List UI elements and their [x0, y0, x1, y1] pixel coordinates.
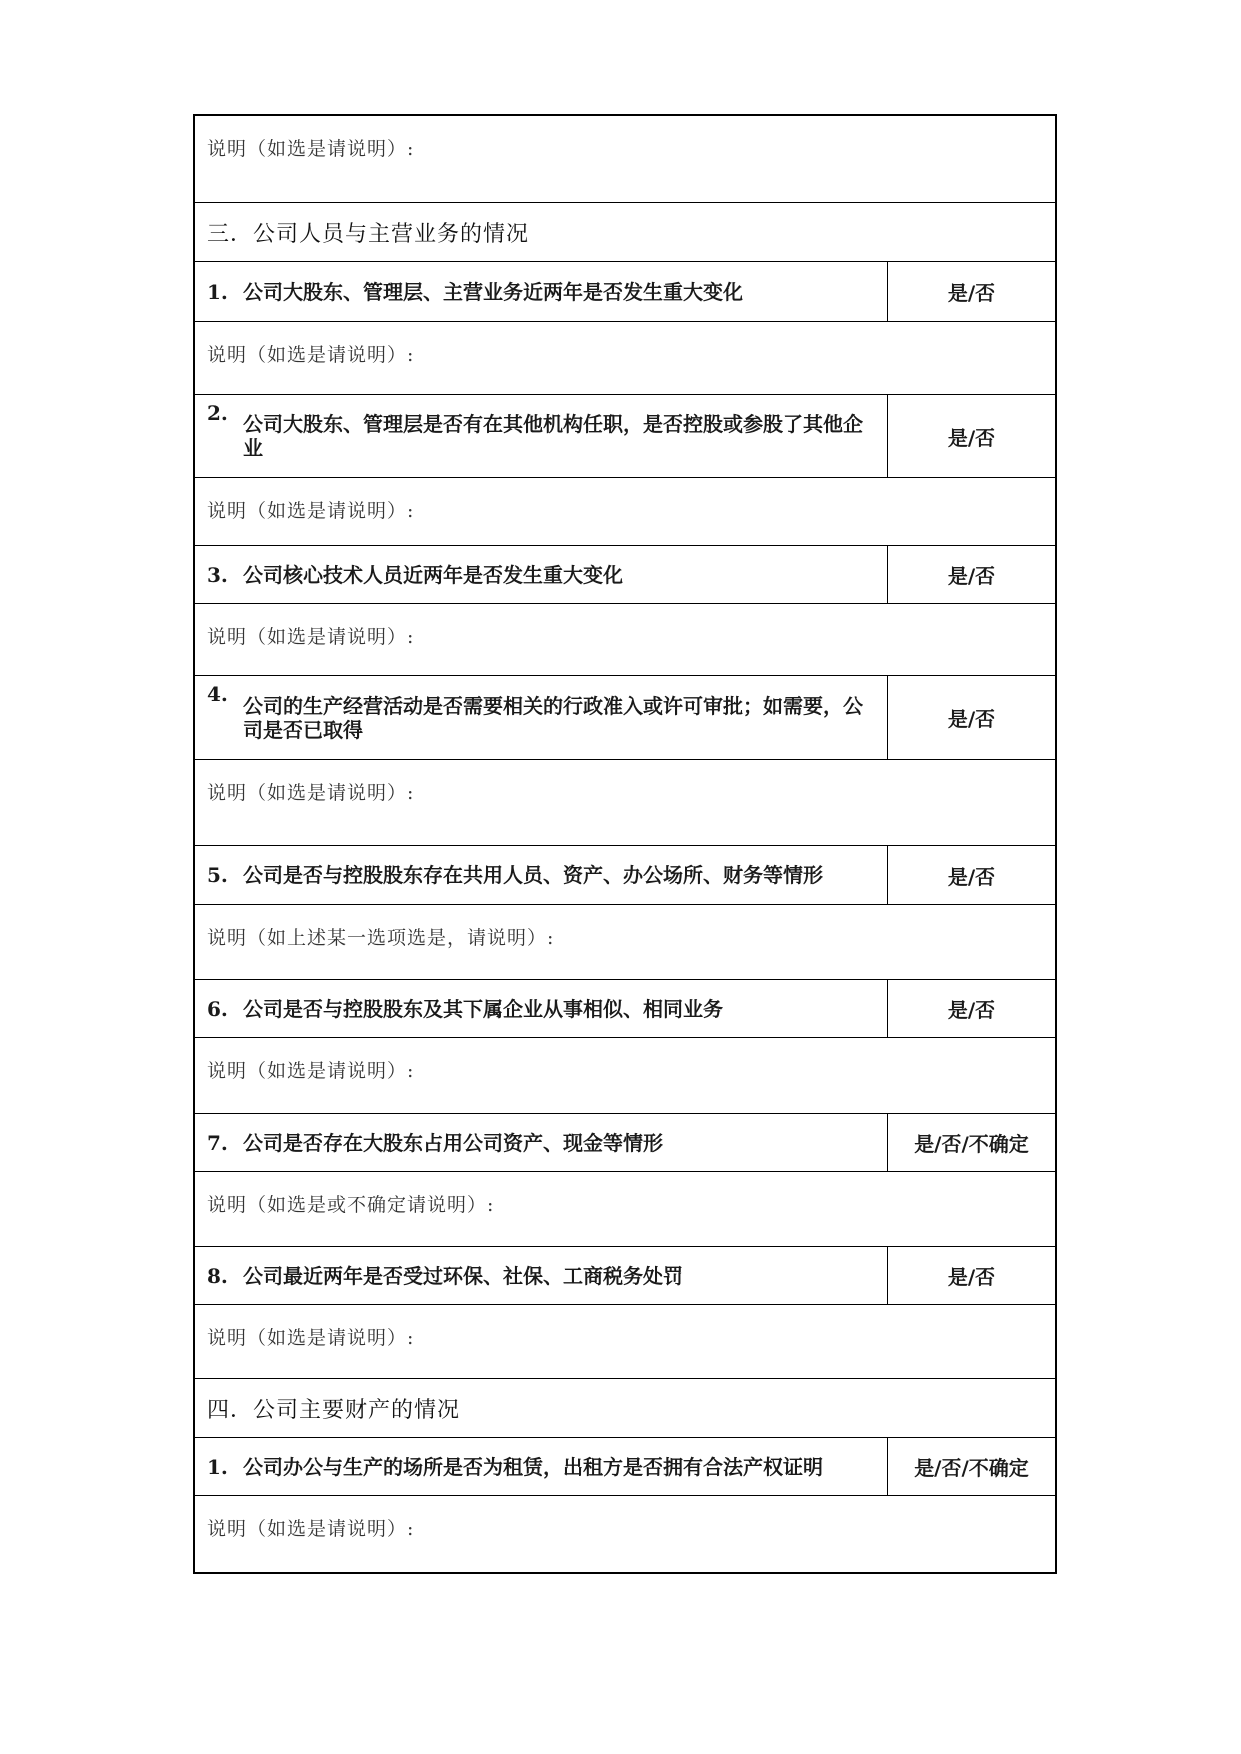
question-row: [195, 1438, 1055, 1496]
question-text: 公司核心技术人员近两年是否发生重大变化: [243, 562, 623, 587]
question-row: [195, 546, 1055, 604]
answer-options[interactable]: 是/否: [947, 707, 996, 731]
note-text: 说明（如选是请说明）:: [207, 782, 415, 804]
section-header-row: [195, 203, 1055, 262]
note-text: 说明（如选是请说明）:: [207, 1327, 415, 1349]
section-title: 四．公司主要财产的情况: [207, 1397, 461, 1423]
note-row: [195, 905, 1055, 980]
answer-options[interactable]: 是/否/不确定: [914, 1132, 1029, 1156]
note-row: [195, 116, 1055, 203]
question-text: 公司是否与控股股东存在共用人员、资产、办公场所、财务等情形: [243, 863, 823, 887]
question-cell: [195, 546, 888, 603]
question-row: [195, 395, 1055, 478]
answer-options[interactable]: 是/否: [947, 281, 996, 305]
note-row: [195, 478, 1055, 546]
question-text: 公司大股东、管理层、主营业务近两年是否发生重大变化: [243, 279, 743, 304]
question-text: 公司办公与生产的场所是否为租赁，出租方是否拥有合法产权证明: [243, 1454, 823, 1479]
section-header-row: [195, 1379, 1055, 1438]
note-row: [195, 760, 1055, 846]
note-text: 说明（如上述某一选项选是，请说明）:: [207, 927, 555, 949]
question-row: [195, 980, 1055, 1038]
note-row: [195, 322, 1055, 395]
question-cell: [195, 1438, 888, 1495]
note-row: [195, 1038, 1055, 1114]
note-text: 说明（如选是请说明）:: [207, 344, 415, 366]
answer-options[interactable]: 是/否: [947, 425, 996, 450]
question-text: 公司是否存在大股东占用公司资产、现金等情形: [243, 1130, 663, 1155]
note-row: [195, 604, 1055, 676]
note-text: 说明（如选是或不确定请说明）:: [207, 1194, 495, 1216]
question-text: 公司最近两年是否受过环保、社保、工商税务处罚: [243, 1263, 683, 1288]
note-row: [195, 1305, 1055, 1379]
question-row: [195, 262, 1055, 322]
question-text: 公司是否与控股股东及其下属企业从事相似、相同业务: [243, 996, 723, 1021]
note-text: 说明（如选是请说明）:: [207, 500, 415, 522]
question-number: 4.: [207, 682, 228, 706]
question-number: 2.: [207, 401, 228, 425]
question-cell: [195, 676, 888, 759]
note-text: 说明（如选是请说明）:: [207, 1060, 415, 1082]
question-text: 公司大股东、管理层是否有在其他机构任职，是否控股或参股了其他企业: [243, 412, 863, 460]
note-text: 说明（如选是请说明）:: [207, 138, 415, 160]
question-cell: [195, 262, 888, 321]
question-cell: [195, 980, 888, 1037]
note-row: [195, 1496, 1055, 1572]
question-row: [195, 676, 1055, 760]
question-row: [195, 1114, 1055, 1172]
question-number: 1.: [207, 279, 228, 304]
question-text: 公司的生产经营活动是否需要相关的行政准入或许可审批；如需要，公司是否已取得: [243, 693, 863, 742]
question-cell: [195, 1114, 888, 1171]
question-cell: [195, 395, 888, 477]
questionnaire-table: [193, 114, 1057, 1574]
question-number: 3.: [207, 562, 228, 587]
question-number: 1.: [207, 1454, 228, 1479]
question-row: [195, 846, 1055, 905]
answer-options[interactable]: 是/否: [947, 1265, 996, 1289]
answer-options[interactable]: 是/否: [947, 864, 996, 889]
question-cell: [195, 1247, 888, 1304]
answer-options[interactable]: 是/否/不确定: [914, 1456, 1029, 1480]
note-row: [195, 1172, 1055, 1247]
question-number: 8.: [207, 1263, 228, 1288]
question-number: 5.: [207, 863, 228, 887]
question-number: 6.: [207, 996, 228, 1021]
question-row: [195, 1247, 1055, 1305]
note-text: 说明（如选是请说明）:: [207, 1518, 415, 1540]
answer-options[interactable]: 是/否: [947, 564, 996, 588]
question-number: 7.: [207, 1130, 228, 1155]
note-text: 说明（如选是请说明）:: [207, 626, 415, 648]
answer-options[interactable]: 是/否: [947, 998, 996, 1022]
section-title: 三．公司人员与主营业务的情况: [207, 221, 530, 247]
question-cell: [195, 846, 888, 904]
